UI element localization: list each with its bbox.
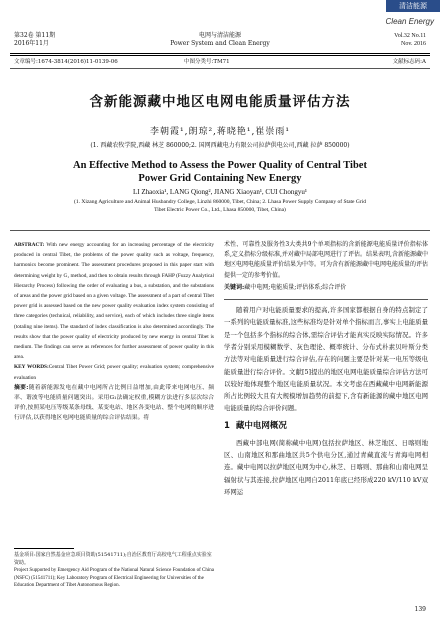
- running-header: [0, 30, 440, 52]
- abstract-chinese-continued: 术性、可靠性及服务性3大类共9个单项指标的含新能源电能质量评价指标体系,定义指标分级标准,并对藏中局部电网进行了评估。结果表明,含新能源藏中地区电网电能质量评价结果为中等。可为含有新能源藏中电网电能质量的评估提供一定的参考价值。: [224, 241, 429, 279]
- keywords-english: [14, 362, 214, 382]
- page-number: 139: [414, 606, 426, 613]
- intro-paragraph: 随着用户对电能质量要求的提高,许多国家都根据自身的特点制定了一系列的电能质量标准,这些标准均是针对单个指标而言,事实上电能质量是一个包括多个指标的综合体,需综合评估才能真实反映实际情况。许多学者分别采用模糊数学、灰色理论、概率统计、分布式朴素贝叶斯分类方法等对电能质量进行综合评估,存在的问题主要是针对某一电压等级电能质量进行综合评价。文献[5]提出的地区电网电能质量综合评估方法可以较好地体现整个地区电能质量状况。本文考虑在西藏藏中电网新能源所占比例较大且有大规模增加趋势的前提下,含有新能源的藏中地区电网电能质量的综合评价问题。: [224, 306, 428, 413]
- abstract-bottom-rule: [224, 299, 428, 300]
- keywords-chinese: [224, 283, 428, 293]
- header-date-cn: 2016年11月: [14, 40, 49, 47]
- abstract-chinese-label: 摘要:: [14, 384, 29, 391]
- footnote-rule: [14, 548, 74, 549]
- header-volume-cn: 第32卷 第11期: [14, 32, 56, 39]
- meta-rule: [10, 68, 430, 69]
- header-right: [394, 32, 426, 48]
- header-date-en: Nov. 2016: [401, 41, 426, 47]
- title-chinese: 含新能源藏中地区电网电能质量评估方法: [89, 94, 351, 110]
- abstract-top-rule: [10, 230, 430, 231]
- document-code: 文献标志码:A: [392, 59, 426, 65]
- abstract-english-label: ABSTRACT:: [14, 242, 45, 248]
- title-english: [0, 159, 440, 185]
- section-1-number: 1: [224, 420, 230, 431]
- keywords-chinese-text: 藏中电网;电能质量;评估体系;综合评价: [244, 283, 347, 291]
- title-english-line-1: An Effective Method to Assess the Power Quality of Central Tibet: [73, 160, 367, 171]
- clc-number: 中图分类号:TM71: [184, 59, 230, 65]
- affiliation-english-line-2: Tibet Electric Power Co., Ltd., Lhasa 850000, Tibet, China): [154, 207, 286, 213]
- journal-brand-banner: 清洁能源: [386, 0, 440, 12]
- footnote-chinese: 基金项目:国家自然基金应急项目资助(51541711);自治区教育厅高校电气工程重点实验室资助。: [14, 552, 212, 566]
- section-1-title: 藏中电网概况: [235, 420, 287, 431]
- header-rule-2: [10, 55, 430, 56]
- affiliation-english: [20, 198, 420, 214]
- keywords-english-text: Central Tibet Power Grid; power quality; evaluation system; comprehensive evaluation: [14, 364, 215, 381]
- journal-name-cn: 电网与清洁能源: [198, 32, 241, 39]
- left-column: [14, 240, 214, 424]
- header-volume-en: Vol.32 No.11: [394, 33, 426, 39]
- authors-chinese: 李朝霞¹,朗琼²,蒋晓艳¹,崔崇雨¹: [149, 127, 290, 137]
- header-rule-1: [10, 53, 430, 54]
- title-english-line-2: Power Grid Containing New Energy: [138, 173, 302, 184]
- abstract-english-text: With new energy accounting for an increasing percentage of the electricity produced in central Tibet, the problems of the power quality such as voltage, frequency, harmonics become prominent. The assessment procedures proposed in this paper start with determining weight by G₁ method, and then to obtain results through FAHP (Fuzzy Analytical Hierarchy Process) following the order of evaluating a bus, a substation, and the substations of areas and the power grid based on a given voltage. The assessment of a part of central Tibet power grid is assessed based on the new power quality evaluation index system consisting of three categories (technical, reliability, and service), each of which includes three single items (totaling nine items). The standard of index classification is also determined accordingly. The results show that the power quality of electricity produced by new energy in central Tibet is medium. The findings can serve as references for further assessment of power quality in this area.: [14, 242, 214, 361]
- authors-english: LI Zhaoxia¹, LANG Qiong², JIANG Xiaoyan¹, CUI Chongyu¹: [132, 188, 308, 196]
- right-column: [224, 240, 428, 498]
- header-center: [0, 32, 440, 48]
- article-meta: [14, 57, 426, 67]
- keywords-chinese-label: 关键词:: [224, 283, 245, 291]
- journal-brand-english: Clean Energy: [385, 17, 434, 26]
- affiliation-english-line-1: (1. Xizang Agriculture and Animal Husbandry College, Linzhi 860000, Tibet, China; 2. Lhasa Power Supply Company of State Grid: [74, 199, 366, 205]
- keywords-english-label: KEY WORDS:: [14, 364, 49, 371]
- abstract-chinese-lead: [14, 383, 214, 424]
- abstract-chinese-lead-text: 随着新能源发电在藏中电网所占比例日益增加,由此带来电网电压、频率、谐波等电能质量问题突出。采用G₁法确定权重,模糊方法进行多层次综合评价,按照某电压等级某条母线、某变电站、地区各变电站、整个电网的顺序进行评估,以获得地区电网电能质量的综合评估结果。将: [14, 384, 215, 422]
- footnote: [14, 552, 214, 590]
- journal-name-en: Power System and Clean Energy: [170, 40, 270, 47]
- section-1-heading: [224, 421, 428, 431]
- affiliation-chinese: (1. 西藏农牧学院,西藏 林芝 860000;2. 国网西藏电力有限公司拉萨供电公司,西藏 拉萨 850000): [90, 142, 350, 149]
- article-number: 文章编号:1674-3814(2016)11-0139-06: [14, 59, 118, 65]
- abstract-english: [14, 240, 214, 362]
- section-1-paragraph: 西藏中部电网(简称藏中电网)包括拉萨地区、林芝地区、日喀则地区、山南地区和那曲地区共5个供电分区,通过青藏直流与青海电网相连。藏中电网以拉萨地区电网为中心,林芝、日喀则、那曲和山南电网呈辐射状与其连接,拉萨地区电网自2011年底已经形成220 kV/110 kV双环网运: [224, 438, 428, 497]
- footnote-english: Project Supported by Emergency Aid Program of the National Natural Science Foundation of China (NSFC) (51541711); Key Laboratory Program of Electrical Engineering for Universities of the Education Department of Tibet Autonomous Region.: [14, 568, 215, 588]
